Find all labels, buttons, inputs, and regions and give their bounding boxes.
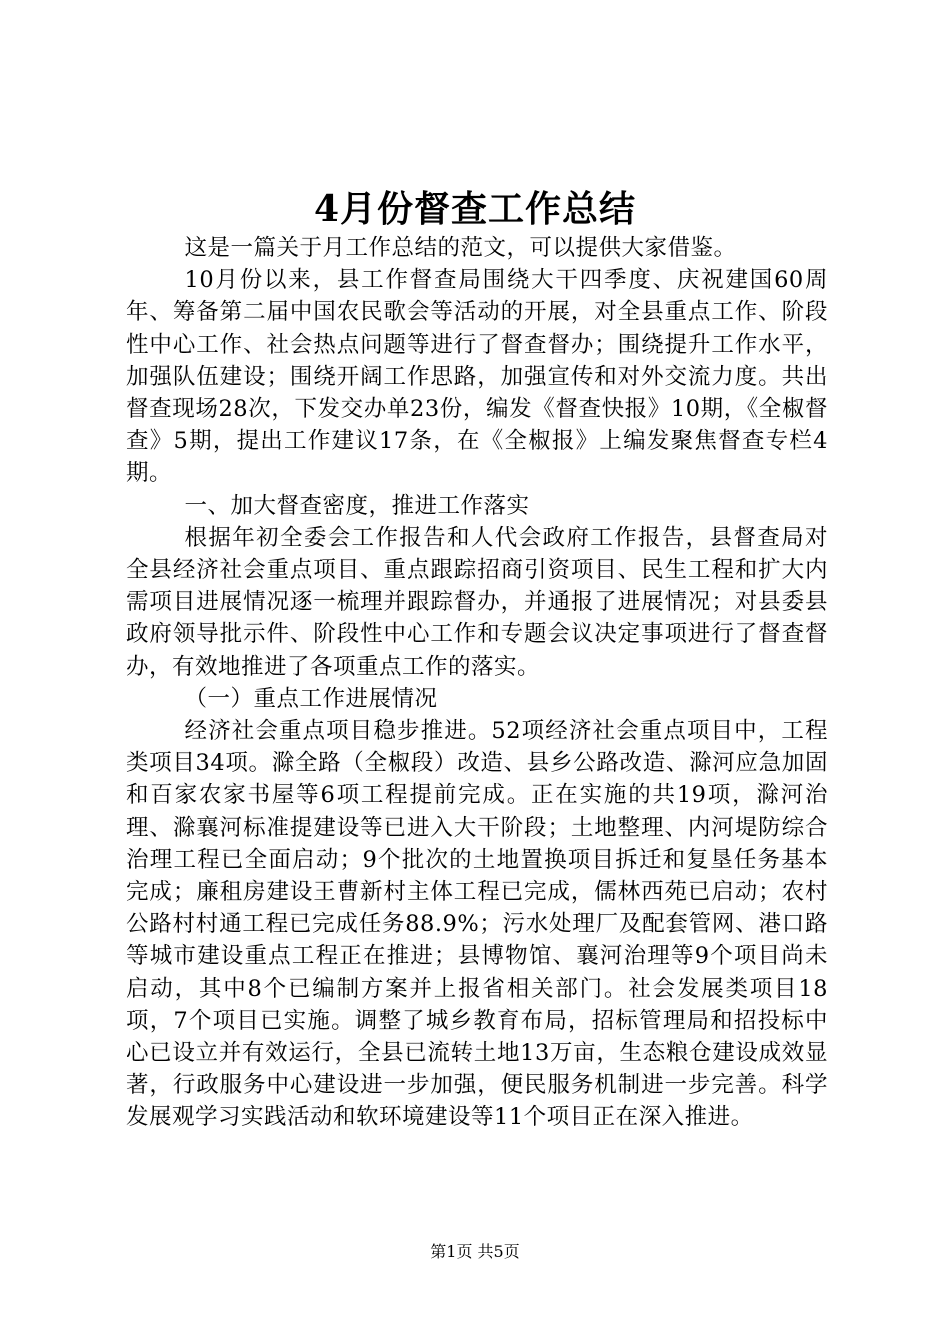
section-heading: 一、加大督查密度，推进工作落实 — [184, 492, 530, 519]
intro-paragraph: 这是一篇关于月工作总结的范文，可以提供大家借鉴。 — [184, 235, 737, 261]
summary-paragraph: 10月份以来，县工作督查局围绕大干四季度、庆祝建国60周年、筹备第二届中国农民歌会等活动的开展，对全县重点工作、阶段性中心工作、社会热点问题等进行了督查督办；围绕提升工作水平，加强队伍建设；围绕开阔工作思路，加强宣传和对外交流力度。共出督查现场28次，下发交办单23份，编发《督查快报》10期，《全椒督查》5期，提出工作建议17条，在《全椒报》上编发聚焦督查专栏4期。 — [126, 267, 828, 487]
document-body — [126, 232, 828, 1134]
page-footer: 第1页 共5页 — [430, 1242, 520, 1261]
subsection-heading: （一）重点工作进展情况 — [184, 685, 438, 712]
document-title: 4月份督查工作总结 — [313, 188, 637, 230]
progress-paragraph: 经济社会重点项目稳步推进。52项经济社会重点项目中，工程类项目34项。滁全路（全椒段）改造、县乡公路改造、滁河应急加固和百家农家书屋等6项工程提前完成。正在实施的共19项，滁河治理、滁襄河标准提建设等已进入大干阶段；土地整理、内河堤防综合治理工程已全面启动；9个批次的土地置换项目拆迁和复垦任务基本完成；廉租房建设王曹新村主体工程已完成，儒林西苑已启动；农村公路村村通工程已完成任务88.9%；污水处理厂及配套管网、港口路等城市建设重点工程正在推进；县博物馆、襄河治理等9个项目尚未启动，其中8个已编制方案并上报省相关部门。社会发展类项目18项，7个项目已实施。调整了城乡教育布局，招标管理局和招投标中心已设立并有效运行，全县已流转土地13万亩，生态粮仓建设成效显著，行政服务中心建设进一步加强，便民服务机制进一步完善。科学发展观学习实践活动和软环境建设等11个项目正在深入推进。 — [126, 718, 828, 1131]
section-paragraph: 根据年初全委会工作报告和人代会政府工作报告，县督查局对全县经济社会重点项目、重点跟踪招商引资项目、民生工程和扩大内需项目进展情况逐一梳理并跟踪督办，并通报了进展情况；对县委县政府领导批示件、阶段性中心工作和专题会议决定事项进行了督查督办，有效地推进了各项重点工作的落实。 — [126, 524, 828, 680]
